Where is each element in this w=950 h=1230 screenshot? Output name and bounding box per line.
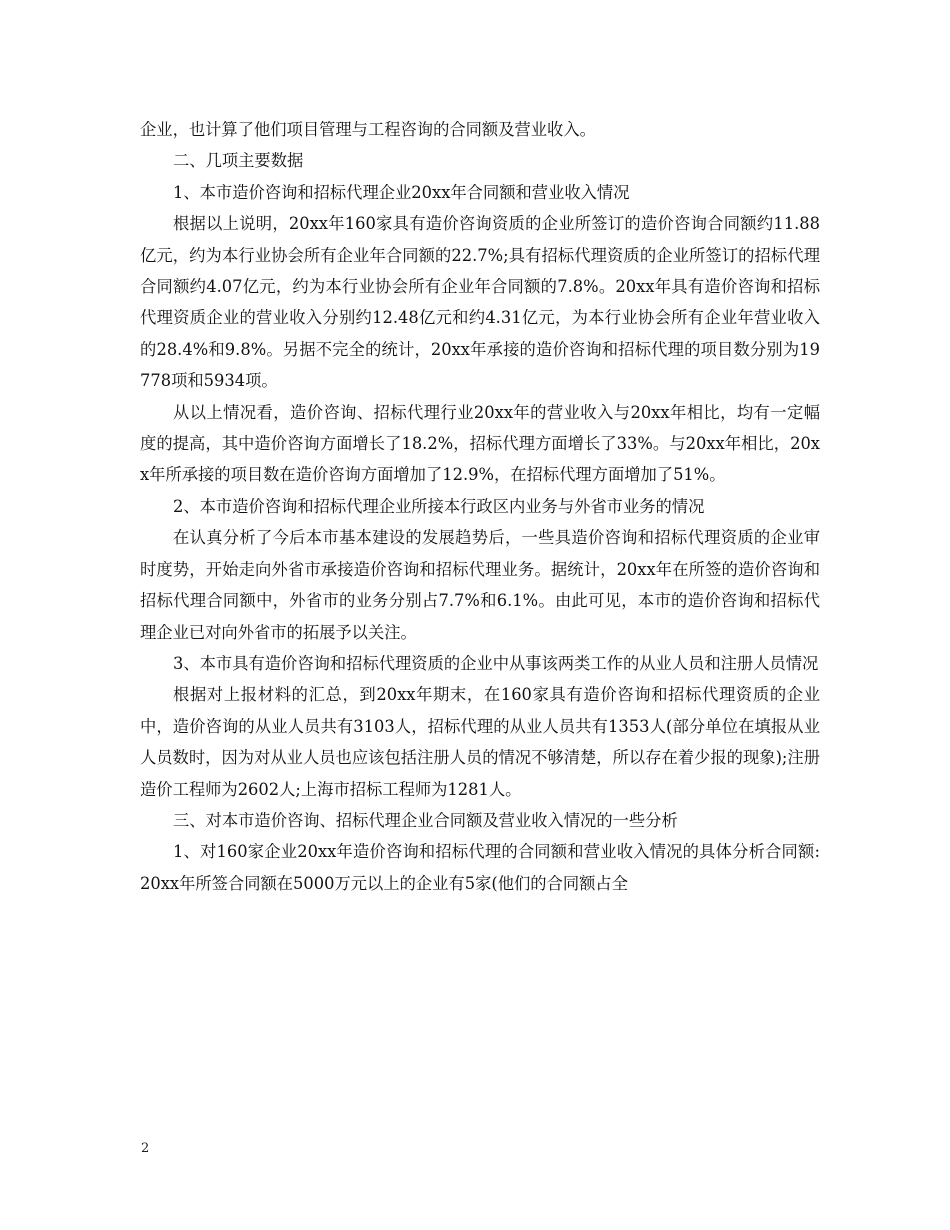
subsection-heading: 1、本市造价咨询和招标代理企业20xx年合同额和营业收入情况	[173, 182, 630, 202]
page-number: 2	[141, 1141, 150, 1156]
subsection-heading: 3、本市具有造价咨询和招标代理资质的企业中从事该两类工作的从业人员和注册人员情况	[173, 653, 819, 673]
paragraph: 在认真分析了今后本市基本建设的发展趋势后，一些具造价咨询和招标代理资质的企业审时度势，开始走向外省市承接造价咨询和招标代理业务。据统计，20xx年在所签的造价咨询和招标代理合同额中，外省市的业务分别占7.7%和6.1%。由此可见，本市的造价咨询和招标代理企业已对向外省市的拓展予以关注。	[140, 528, 820, 642]
paragraph: 企业，也计算了他们项目管理与工程咨询的合同额及营业收入。	[140, 120, 596, 139]
paragraph: 根据以上说明，20xx年160家具有造价咨询资质的企业所签订的造价咨询合同额约11.88亿元，约为本行业协会所有企业年合同额的22.7%;具有招标代理资质的企业所签订的招标代理合同额约4.07亿元，约为本行业协会所有企业年合同额的7.8%。20xx年具有造价咨询和招标代理资质企业的营业收入分别约12.48亿元和约4.31亿元，为本行业协会所有企业年营业收入的28.4%和9.8%。另据不完全的统计，20xx年承接的造价咨询和招标代理的项目数分别为19778项和5934项。	[140, 214, 820, 391]
section-heading: 三、对本市造价咨询、招标代理企业合同额及营业收入情况的一些分析	[173, 810, 678, 830]
subsection-heading: 2、本市造价咨询和招标代理企业所接本行政区内业务与外省市业务的情况	[173, 496, 705, 516]
section-heading: 二、几项主要数据	[173, 151, 304, 171]
paragraph: 根据对上报材料的汇总，到20xx年期末，在160家具有造价咨询和招标代理资质的企业中，造价咨询的从业人员共有3103人，招标代理的从业人员共有1353人(部分单位在填报从业人员数时，因为对从业人员也应该包括注册人员的情况不够清楚，所以存在着少报的现象);注册造价工程师为2602人;上海市招标工程师为1281人。	[140, 685, 820, 799]
paragraph: 从以上情况看，造价咨询、招标代理行业20xx年的营业收入与20xx年相比，均有一定幅度的提高，其中造价咨询方面增长了18.2%，招标代理方面增长了33%。与20xx年相比，20xx年所承接的项目数在造价咨询方面增加了12.9%，在招标代理方面增加了51%。	[140, 402, 820, 485]
document-body	[140, 114, 820, 899]
paragraph: 1、对160家企业20xx年造价咨询和招标代理的合同额和营业收入情况的具体分析合同额:20xx年所签合同额在5000万元以上的企业有5家(他们的合同额占全	[140, 842, 820, 893]
